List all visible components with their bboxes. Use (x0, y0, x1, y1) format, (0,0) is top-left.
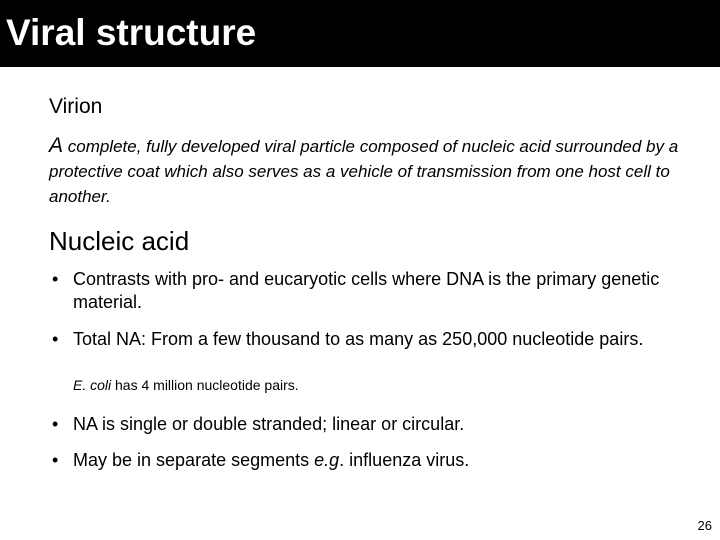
term-heading: Virion (49, 95, 103, 118)
sub-note (73, 378, 299, 392)
bullet-marker: • (52, 329, 59, 349)
page-number: 26 (697, 518, 712, 533)
bullet-marker: • (52, 414, 59, 434)
slide-title: Viral structure (6, 12, 257, 53)
section-heading: Nucleic acid (49, 226, 190, 256)
title-bar (0, 0, 720, 67)
bullet-item: NA is single or double stranded; linear or circular. (73, 414, 465, 434)
bullet-item: Contrasts with pro- and eucaryotic cells where DNA is the primary genetic material. (73, 269, 660, 312)
bullet-marker: • (52, 450, 59, 470)
bullet-text-start: May be in separate segments (73, 450, 315, 470)
definition-first-letter: A (49, 134, 64, 157)
bullet-item: Total NA: From a few thousand to as many as 250,000 nucleotide pairs. (73, 329, 644, 349)
bullet-text-eg: e.g (314, 450, 340, 470)
bullet-text-end: . influenza virus. (339, 450, 470, 470)
note-organism: E. coli (73, 377, 112, 393)
bullet-marker: • (52, 269, 59, 289)
definition-body: complete, fully developed viral particle composed of nucleic acid surrounded by a protective coat which also serves as a vehicle of transmission from one host cell to another. (49, 137, 679, 206)
bullet-item (73, 449, 693, 472)
note-text: has 4 million nucleotide pairs. (111, 377, 299, 393)
definition-text (49, 133, 699, 209)
